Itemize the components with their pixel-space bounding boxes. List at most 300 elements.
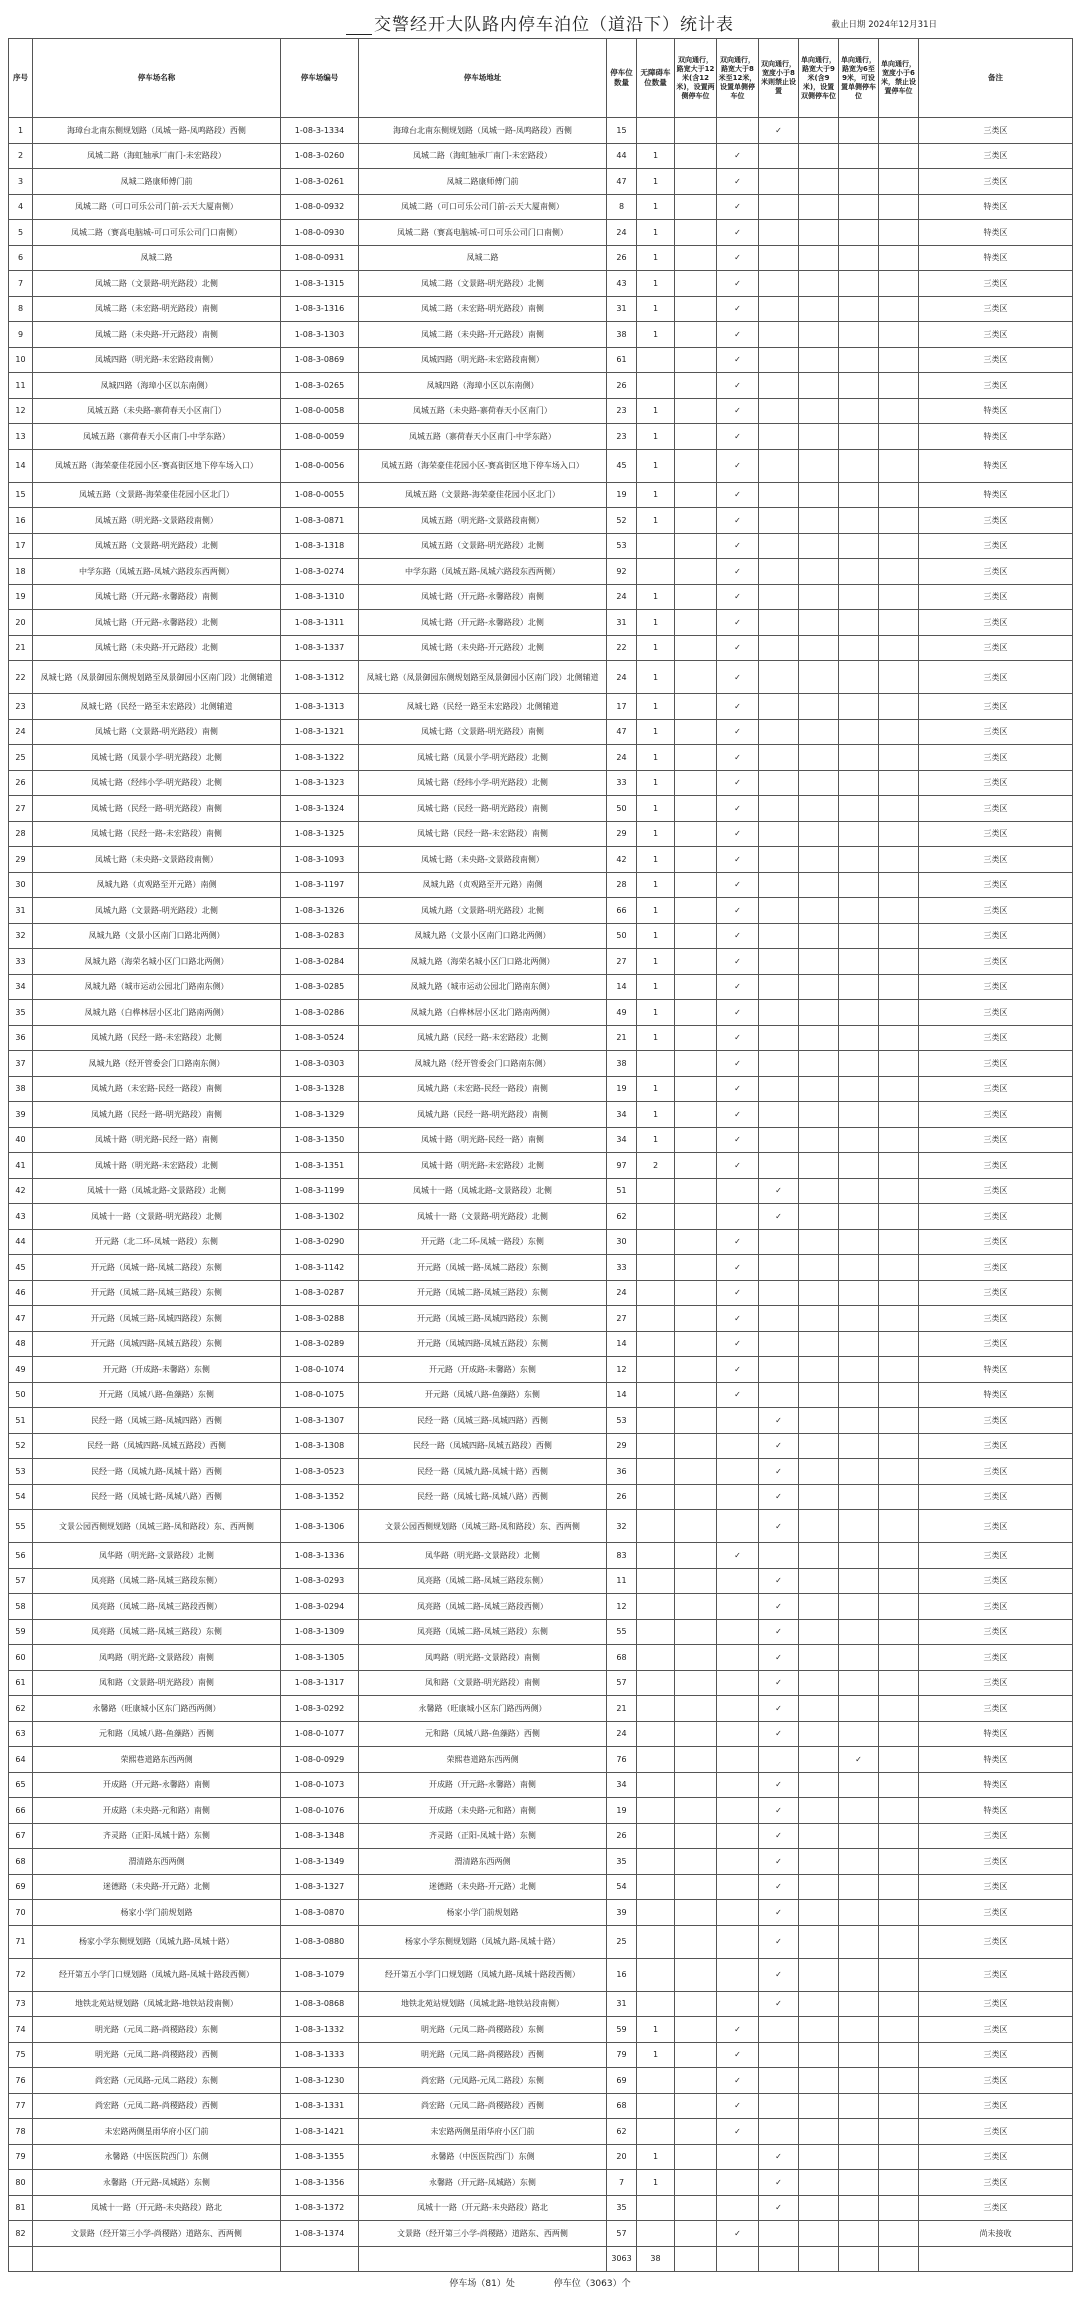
lot-address: 海璋台北南东侧规划路（凤城一路-凤鸣路段）西侧 [359, 118, 607, 144]
criteria-cell [675, 1958, 717, 1991]
table-row [9, 2017, 1073, 2043]
row-number: 14 [9, 449, 33, 482]
criteria-cell [759, 1000, 799, 1026]
lot-name: 民经一路（凤城七路-凤城八路）西侧 [33, 1484, 281, 1510]
lot-address: 凤和路（文景路-明光路段）南侧 [359, 1670, 607, 1696]
criteria-cell [799, 118, 839, 144]
lot-code: 1-08-3-1308 [281, 1433, 359, 1459]
criteria-cell [675, 143, 717, 169]
table-row [9, 559, 1073, 585]
zone-note: 三类区 [919, 1306, 1073, 1332]
accessible-count: 1 [637, 508, 675, 534]
criteria-cell [879, 1849, 919, 1875]
lot-address: 地铁北苑站规划路（凤城北路-地铁站段南侧） [359, 1991, 607, 2017]
criteria-cell [675, 1408, 717, 1434]
criteria-cell [879, 2042, 919, 2068]
column-header-11: 单向通行，宽度小于6米，禁止设置停车位 [879, 39, 919, 118]
lot-name: 中学东路（凤城五路-凤城六路段东西两侧） [33, 559, 281, 585]
zone-note: 三类区 [919, 1696, 1073, 1722]
criteria-cell [759, 923, 799, 949]
space-count: 54 [607, 1874, 637, 1900]
table-row [9, 1000, 1073, 1026]
lot-address: 凤城九路（贞观路至开元路）南侧 [359, 872, 607, 898]
check-mark-cell: ✓ [759, 1484, 799, 1510]
lot-address: 文景路（经开第三小学-尚稷路）道路东、西两侧 [359, 2221, 607, 2247]
accessible-count [637, 1459, 675, 1485]
zone-note: 三类区 [919, 1280, 1073, 1306]
accessible-count [637, 373, 675, 399]
lot-address: 凤城二路（文景路-明光路段）北侧 [359, 271, 607, 297]
criteria-cell [759, 661, 799, 694]
table-row [9, 610, 1073, 636]
space-count: 33 [607, 1255, 637, 1281]
lot-address: 开元路（凤城一路-凤城二路段）东侧 [359, 1255, 607, 1281]
row-number: 12 [9, 398, 33, 424]
zone-note: 三类区 [919, 872, 1073, 898]
accessible-count: 1 [637, 1127, 675, 1153]
criteria-cell [799, 1823, 839, 1849]
space-count: 16 [607, 1958, 637, 1991]
lot-code: 1-08-3-0261 [281, 169, 359, 195]
lot-address: 民经一路（凤城七路-凤城八路）西侧 [359, 1484, 607, 1510]
check-mark-cell: ✓ [759, 1991, 799, 2017]
criteria-cell [879, 508, 919, 534]
criteria-cell [799, 169, 839, 195]
table-row [9, 796, 1073, 822]
accessible-count: 1 [637, 2042, 675, 2068]
criteria-cell [839, 2119, 879, 2145]
criteria-cell [799, 719, 839, 745]
criteria-cell [839, 1280, 879, 1306]
accessible-count: 1 [637, 898, 675, 924]
row-number: 71 [9, 1925, 33, 1958]
zone-note: 三类区 [919, 559, 1073, 585]
lot-address: 永馨路（中医医院西门）东侧 [359, 2144, 607, 2170]
criteria-cell [839, 1229, 879, 1255]
criteria-cell [675, 2221, 717, 2247]
table-row [9, 872, 1073, 898]
check-mark-cell: ✓ [759, 1798, 799, 1824]
table-row [9, 1127, 1073, 1153]
lot-address: 凤城七路（开元路-永馨路段）北侧 [359, 610, 607, 636]
space-count: 23 [607, 424, 637, 450]
criteria-cell [759, 2119, 799, 2145]
lot-code: 1-08-3-1317 [281, 1670, 359, 1696]
lot-name: 凤城七路（文景路-明光路段）南侧 [33, 719, 281, 745]
criteria-cell [759, 1357, 799, 1383]
accessible-count: 1 [637, 694, 675, 720]
column-header-8: 双向通行，宽度小于8米则禁止设置 [759, 39, 799, 118]
criteria-cell [879, 1229, 919, 1255]
lot-address: 中学东路（凤城五路-凤城六路段东西两侧） [359, 559, 607, 585]
table-body [9, 118, 1073, 2272]
criteria-cell [675, 1357, 717, 1383]
criteria-cell [799, 1153, 839, 1179]
row-number: 80 [9, 2170, 33, 2196]
accessible-count [637, 2068, 675, 2094]
row-number: 70 [9, 1900, 33, 1926]
space-count: 38 [607, 322, 637, 348]
criteria-cell [839, 1408, 879, 1434]
criteria-cell [675, 1772, 717, 1798]
lot-name: 地铁北苑站规划路（凤城北路-地铁站段南侧） [33, 1991, 281, 2017]
row-number: 3 [9, 169, 33, 195]
criteria-cell [799, 1357, 839, 1383]
criteria-cell [879, 1331, 919, 1357]
zone-note: 三类区 [919, 2195, 1073, 2221]
row-number: 61 [9, 1670, 33, 1696]
table-row [9, 1255, 1073, 1281]
criteria-cell [839, 584, 879, 610]
accessible-count: 1 [637, 1025, 675, 1051]
lot-code: 1-08-3-0284 [281, 949, 359, 975]
zone-note: 三类区 [919, 847, 1073, 873]
criteria-cell [675, 1645, 717, 1671]
table-row [9, 694, 1073, 720]
lot-address: 永馨路（旺康城小区东门路西两侧） [359, 1696, 607, 1722]
zone-note: 三类区 [919, 2042, 1073, 2068]
criteria-cell [759, 424, 799, 450]
criteria-cell [839, 398, 879, 424]
space-count: 23 [607, 398, 637, 424]
criteria-cell [839, 1772, 879, 1798]
criteria-cell [799, 1051, 839, 1077]
lot-code: 1-08-3-1230 [281, 2068, 359, 2094]
zone-note: 三类区 [919, 169, 1073, 195]
check-mark-cell: ✓ [717, 584, 759, 610]
lot-address: 凤城二路 [359, 245, 607, 271]
criteria-cell [675, 1568, 717, 1594]
check-mark-cell: ✓ [717, 847, 759, 873]
check-mark-cell: ✓ [717, 1331, 759, 1357]
check-mark-cell: ✓ [759, 1568, 799, 1594]
row-number: 21 [9, 635, 33, 661]
lot-name: 杨家小学东侧规划路（凤城九路-凤城十路） [33, 1925, 281, 1958]
criteria-cell [799, 296, 839, 322]
lot-address: 凤城九路（海荣名城小区门口路北两侧） [359, 949, 607, 975]
criteria-cell [799, 2170, 839, 2196]
check-mark-cell: ✓ [717, 245, 759, 271]
criteria-cell [675, 2144, 717, 2170]
table-row [9, 1102, 1073, 1128]
table-row [9, 1459, 1073, 1485]
column-header-5: 无障碍车位数量 [637, 39, 675, 118]
criteria-cell [799, 872, 839, 898]
lot-name: 凤城七路（开元路-永馨路段）北侧 [33, 610, 281, 636]
lot-name: 海璋台北南东侧规划路（凤城一路-凤鸣路段）西侧 [33, 118, 281, 144]
criteria-cell [879, 1510, 919, 1543]
zone-note: 三类区 [919, 898, 1073, 924]
lot-code: 1-08-3-1312 [281, 661, 359, 694]
accessible-count [637, 1433, 675, 1459]
criteria-cell [839, 1178, 879, 1204]
accessible-count: 1 [637, 220, 675, 246]
space-count: 52 [607, 508, 637, 534]
criteria-cell [799, 2068, 839, 2094]
criteria-cell [799, 694, 839, 720]
criteria-cell [759, 1306, 799, 1332]
criteria-cell [799, 1025, 839, 1051]
space-count: 35 [607, 2195, 637, 2221]
criteria-cell [675, 719, 717, 745]
criteria-cell [675, 1025, 717, 1051]
lot-name: 凤城九路（海荣名城小区门口路北两侧） [33, 949, 281, 975]
criteria-cell [879, 796, 919, 822]
table-row [9, 1204, 1073, 1230]
criteria-cell [839, 1433, 879, 1459]
lot-name: 凤城四路（明光路-未宏路段南侧） [33, 347, 281, 373]
criteria-cell [675, 1204, 717, 1230]
lot-code: 1-08-3-0293 [281, 1568, 359, 1594]
criteria-cell [759, 1255, 799, 1281]
criteria-cell [879, 1153, 919, 1179]
zone-note: 三类区 [919, 974, 1073, 1000]
check-mark-cell: ✓ [759, 1204, 799, 1230]
space-count: 26 [607, 1484, 637, 1510]
check-mark-cell: ✓ [717, 347, 759, 373]
lot-code: 1-08-3-0871 [281, 508, 359, 534]
space-count: 34 [607, 1127, 637, 1153]
criteria-cell [675, 2093, 717, 2119]
lot-code: 1-08-3-1324 [281, 796, 359, 822]
lot-code: 1-08-3-1093 [281, 847, 359, 873]
row-number: 60 [9, 1645, 33, 1671]
criteria-cell [879, 974, 919, 1000]
criteria-cell [759, 169, 799, 195]
row-number: 2 [9, 143, 33, 169]
row-number: 72 [9, 1958, 33, 1991]
criteria-cell [879, 1670, 919, 1696]
row-number: 76 [9, 2068, 33, 2094]
zone-note: 三类区 [919, 322, 1073, 348]
criteria-cell [839, 271, 879, 297]
criteria-cell [675, 508, 717, 534]
check-mark-cell: ✓ [717, 169, 759, 195]
check-mark-cell: ✓ [717, 398, 759, 424]
check-mark-cell: ✓ [759, 1178, 799, 1204]
total-accessible: 38 [637, 2246, 675, 2272]
criteria-cell [839, 661, 879, 694]
criteria-cell [759, 872, 799, 898]
check-mark-cell: ✓ [759, 1900, 799, 1926]
criteria-cell [717, 1619, 759, 1645]
table-row [9, 1958, 1073, 1991]
zone-note: 特类区 [919, 482, 1073, 508]
lot-code: 1-08-3-1302 [281, 1204, 359, 1230]
criteria-cell [717, 1204, 759, 1230]
lot-name: 凤城十路（明光路-民经一路）南侧 [33, 1127, 281, 1153]
lot-address: 开元路（开成路-未馨路）东侧 [359, 1357, 607, 1383]
criteria-cell [799, 322, 839, 348]
table-row [9, 169, 1073, 195]
row-number: 39 [9, 1102, 33, 1128]
zone-note: 三类区 [919, 2144, 1073, 2170]
criteria-cell [717, 1568, 759, 1594]
criteria-cell [799, 745, 839, 771]
criteria-cell [799, 1280, 839, 1306]
totals-empty-cell [9, 2246, 33, 2272]
criteria-cell [675, 194, 717, 220]
criteria-cell [759, 796, 799, 822]
space-count: 24 [607, 1280, 637, 1306]
criteria-cell [799, 1696, 839, 1722]
criteria-cell [759, 1331, 799, 1357]
check-mark-cell: ✓ [759, 1874, 799, 1900]
space-count: 21 [607, 1025, 637, 1051]
accessible-count: 1 [637, 322, 675, 348]
row-number: 68 [9, 1849, 33, 1875]
check-mark-cell: ✓ [717, 533, 759, 559]
zone-note: 特类区 [919, 1357, 1073, 1383]
lot-name: 开元路（凤城四路-凤城五路段）东侧 [33, 1331, 281, 1357]
accessible-count [637, 1798, 675, 1824]
criteria-cell [879, 661, 919, 694]
check-mark-cell: ✓ [759, 1696, 799, 1722]
space-count: 12 [607, 1594, 637, 1620]
lot-code: 1-08-3-0260 [281, 143, 359, 169]
criteria-cell [879, 1357, 919, 1383]
row-number: 75 [9, 2042, 33, 2068]
criteria-cell [675, 770, 717, 796]
row-number: 10 [9, 347, 33, 373]
row-number: 1 [9, 118, 33, 144]
criteria-cell [759, 271, 799, 297]
criteria-cell [799, 1433, 839, 1459]
column-header-7: 双向通行，路宽大于8米至12米，设置单侧停车位 [717, 39, 759, 118]
space-count: 47 [607, 719, 637, 745]
criteria-cell [839, 424, 879, 450]
zone-note: 特类区 [919, 449, 1073, 482]
lot-name: 开成路（未央路-元和路）南侧 [33, 1798, 281, 1824]
row-number: 42 [9, 1178, 33, 1204]
criteria-cell [839, 1102, 879, 1128]
criteria-cell [839, 923, 879, 949]
row-number: 24 [9, 719, 33, 745]
criteria-cell [675, 1670, 717, 1696]
accessible-count [637, 1991, 675, 2017]
lot-code: 1-08-3-1327 [281, 1874, 359, 1900]
accessible-count: 1 [637, 847, 675, 873]
criteria-cell [675, 1459, 717, 1485]
criteria-cell [675, 1991, 717, 2017]
zone-note: 三类区 [919, 2119, 1073, 2145]
criteria-cell [879, 610, 919, 636]
row-number: 49 [9, 1357, 33, 1383]
criteria-cell [799, 2144, 839, 2170]
row-number: 27 [9, 796, 33, 822]
space-count: 33 [607, 770, 637, 796]
lot-address: 凤城五路（海荣豪佳花园小区-赛高街区地下停车场入口） [359, 449, 607, 482]
space-count: 22 [607, 635, 637, 661]
check-mark-cell: ✓ [759, 1849, 799, 1875]
table-row [9, 1849, 1073, 1875]
criteria-cell [675, 169, 717, 195]
lot-name: 凤城九路（城市运动公园北门路南东侧） [33, 974, 281, 1000]
zone-note: 三类区 [919, 1874, 1073, 1900]
accessible-count [637, 1696, 675, 1722]
criteria-cell [675, 373, 717, 399]
criteria-cell [839, 872, 879, 898]
zone-note: 尚未接收 [919, 2221, 1073, 2247]
zone-note: 三类区 [919, 1051, 1073, 1077]
criteria-cell [839, 949, 879, 975]
criteria-cell [879, 449, 919, 482]
lot-name: 凤城二路（未央路-开元路段）南侧 [33, 322, 281, 348]
lot-name: 凤城七路（未央路-开元路段）北侧 [33, 635, 281, 661]
table-row [9, 1619, 1073, 1645]
criteria-cell [799, 949, 839, 975]
space-count: 69 [607, 2068, 637, 2094]
check-mark-cell: ✓ [717, 1255, 759, 1281]
lot-address: 凤城十一路（凤城北路-文景路段）北侧 [359, 1178, 607, 1204]
totals-empty-cell [33, 2246, 281, 2272]
criteria-cell [675, 1255, 717, 1281]
check-mark-cell: ✓ [717, 1280, 759, 1306]
criteria-cell [839, 2170, 879, 2196]
space-count: 43 [607, 271, 637, 297]
row-number: 19 [9, 584, 33, 610]
lot-name: 凤城九路（文景路-明光路段）北侧 [33, 898, 281, 924]
criteria-cell [839, 296, 879, 322]
criteria-cell [799, 220, 839, 246]
lot-name: 凤亮路（凤城二路-凤城三路段）东侧 [33, 1619, 281, 1645]
accessible-count: 1 [637, 271, 675, 297]
criteria-cell [879, 1645, 919, 1671]
criteria-cell [879, 1747, 919, 1773]
lot-name: 凤城五路（未央路-寨荷春天小区南门） [33, 398, 281, 424]
criteria-cell [759, 2042, 799, 2068]
zone-note: 三类区 [919, 347, 1073, 373]
table-row [9, 1568, 1073, 1594]
criteria-cell [759, 949, 799, 975]
lot-address: 凤城七路（凤景御园东侧规划路至凤景御园小区南门段）北侧辅道 [359, 661, 607, 694]
space-count: 24 [607, 220, 637, 246]
space-count: 53 [607, 533, 637, 559]
lot-name: 凤城七路（开元路-永馨路段）南侧 [33, 584, 281, 610]
criteria-cell [839, 449, 879, 482]
lot-name: 凤城二路（海虹轴承厂南门-未宏路段） [33, 143, 281, 169]
zone-note: 三类区 [919, 1433, 1073, 1459]
lot-code: 1-08-0-1077 [281, 1721, 359, 1747]
criteria-cell [759, 847, 799, 873]
lot-address: 凤城七路（民经一路至未宏路段）北侧辅道 [359, 694, 607, 720]
accessible-count: 1 [637, 398, 675, 424]
space-count: 66 [607, 898, 637, 924]
zone-note: 三类区 [919, 2068, 1073, 2094]
row-number: 53 [9, 1459, 33, 1485]
accessible-count: 1 [637, 482, 675, 508]
cutoff-date: 截止日期 2024年12月31日 [831, 20, 937, 30]
lot-code: 1-08-3-1199 [281, 1178, 359, 1204]
zone-note: 三类区 [919, 770, 1073, 796]
row-number: 29 [9, 847, 33, 873]
accessible-count [637, 1645, 675, 1671]
accessible-count [637, 1255, 675, 1281]
zone-note: 三类区 [919, 796, 1073, 822]
table-row [9, 1331, 1073, 1357]
criteria-cell [799, 584, 839, 610]
lot-address: 凤城七路（民经一路-未宏路段）南侧 [359, 821, 607, 847]
criteria-cell [717, 1484, 759, 1510]
zone-note: 三类区 [919, 1619, 1073, 1645]
space-count: 55 [607, 1619, 637, 1645]
criteria-cell [879, 482, 919, 508]
accessible-count [637, 1619, 675, 1645]
zone-note: 三类区 [919, 694, 1073, 720]
criteria-cell [799, 1510, 839, 1543]
lot-code: 1-08-0-0932 [281, 194, 359, 220]
space-count: 25 [607, 1925, 637, 1958]
